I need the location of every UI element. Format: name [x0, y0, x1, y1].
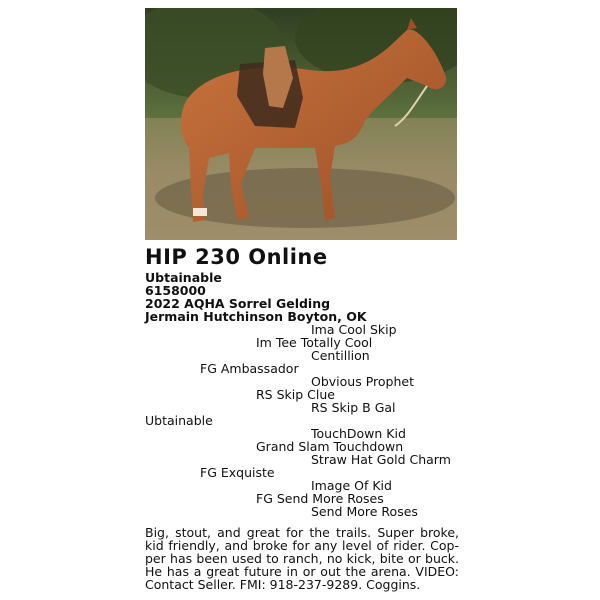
hip-title: HIP 230 Online	[145, 245, 328, 269]
horse-photo-illustration	[145, 8, 457, 240]
horse-name: Ubtainable	[145, 270, 222, 285]
registration-number: 6158000	[145, 283, 206, 298]
pedigree-sire-sire: Im Tee Totally Cool	[256, 335, 373, 350]
pedigree-sire-dam-sire: Obvious Prophet	[311, 374, 414, 389]
pedigree-sire-sire-sire: Ima Cool Skip	[311, 322, 397, 337]
horse-photo	[145, 8, 457, 240]
pedigree-dam-sire-sire: TouchDown Kid	[311, 426, 406, 441]
pedigree-dam-sire-dam: Straw Hat Gold Charm	[311, 452, 451, 467]
consignor-location: Jermain Hutchinson Boyton, OK	[145, 309, 367, 324]
pedigree-dam-dam-dam: Send More Roses	[311, 504, 418, 519]
pedigree-sire-dam-dam: RS Skip B Gal	[311, 400, 396, 415]
pedigree-chart	[145, 323, 457, 523]
pedigree-dam-dam-sire: Image Of Kid	[311, 478, 392, 493]
pedigree-dam-sire: Grand Slam Touchdown	[256, 439, 404, 454]
pedigree-dam-dam: FG Send More Roses	[256, 491, 384, 506]
horse-blurb: Big, stout, and great for the trails. Super broke, kid friendly, and broke for any level of rider. Cop-per has been used to ranch, no kick, bite or buck. He has a great future in or out the arena. VIDEO: Contact Seller. FMI: 918-237-9289. Coggins.	[145, 525, 459, 592]
pedigree-dam: FG Exquiste	[200, 465, 275, 480]
pedigree-sire-dam: RS Skip Clue	[256, 387, 335, 402]
horse-description: 2022 AQHA Sorrel Gelding	[145, 296, 331, 311]
pedigree-sire-sire-dam: Centillion	[311, 348, 370, 363]
pedigree-sire: FG Ambassador	[200, 361, 299, 376]
pedigree-subject: Ubtainable	[145, 413, 213, 428]
listing-card	[145, 8, 457, 598]
